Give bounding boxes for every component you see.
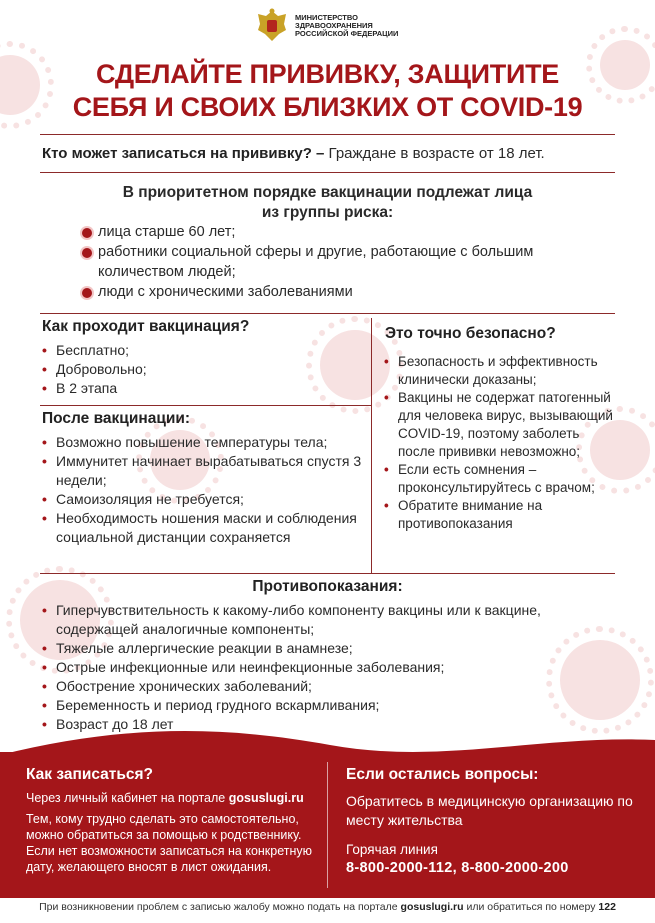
safe-list: [380, 353, 620, 533]
hotline-label: Горячая линия: [346, 842, 438, 857]
portal-line: [26, 790, 321, 806]
bottom-portal-link[interactable]: gosuslugi.ru: [400, 901, 464, 913]
title-line2: СЕБЯ И СВОИХ БЛИЗКИХ ОТ COVID-19: [72, 92, 583, 122]
safe-title: Это точно безопасно?: [385, 325, 556, 342]
divider: [40, 313, 615, 314]
footer-divider: [327, 762, 328, 888]
column-divider: [371, 318, 372, 573]
list-item: • Если есть сомнения – проконсультируйтесь с врачом;: [380, 461, 620, 497]
help-text: Тем, кому трудно сделать это самостоятельно, можно обратиться за помощью к родственнику.: [26, 812, 302, 842]
after-title: После вакцинации:: [42, 410, 191, 427]
list-item: лица старше 60 лет;: [82, 222, 602, 242]
title-line1: СДЕЛАЙТЕ ПРИВИВКУ, ЗАЩИТИТЕ: [95, 59, 559, 89]
how-to-enroll-title: Как записаться?: [26, 766, 154, 783]
after-list: [38, 433, 368, 547]
list-item-continued: количеством людей;: [98, 264, 236, 280]
bottom-note: [0, 901, 655, 913]
list-item: работники социальной сферы и другие, работающие с большим: [82, 242, 602, 262]
waitlist-text: Если нет возможности записаться на конкретную дату, желающего вносят в лист ожидания.: [26, 844, 313, 874]
list-item: • Острые инфекционные или неинфекционные заболевания;: [38, 658, 598, 677]
bottom-number: 122: [598, 901, 616, 913]
list-item: • Гиперчувствительность к какому-либо компоненту вакцины или к вакцине, содержащей аналогичные компоненты;: [38, 601, 598, 639]
who-question: Кто может записаться на прививку? –: [42, 145, 325, 162]
questions-text: Обратитесь в медицинскую организацию по месту жительства: [346, 793, 633, 828]
list-item: • Необходимость ношения маски и соблюдения социальной дистанции сохраняется: [38, 509, 368, 547]
priority-heading-line2: из группы риска:: [261, 204, 394, 221]
list-item: • Обратите внимание на противопоказания: [380, 497, 620, 533]
list-item: • Вакцины не содержат патогенный для человека вирус, вызывающий COVID-19, поэтому заболеть после прививки невозможно;: [380, 389, 620, 461]
list-item: • Тяжелые аллергические реакции в анамнезе;: [38, 639, 598, 658]
how-list: [38, 341, 358, 398]
ministry-logo: [255, 8, 405, 44]
bottom-prefix: При возникновении проблем с записью жалобу можно подать на портале: [39, 901, 398, 913]
who-answer: Граждане в возрасте от 18 лет.: [328, 145, 545, 162]
list-item: люди с хроническими заболеваниями: [82, 282, 602, 302]
list-item: • Обострение хронических заболеваний;: [38, 677, 598, 696]
list-item: • Беременность и период грудного вскармливания;: [38, 696, 598, 715]
questions-title: Если остались вопросы:: [346, 766, 539, 783]
list-item: • В 2 этапа: [38, 379, 358, 398]
contra-title: Противопоказания:: [252, 578, 403, 595]
questions: [346, 766, 636, 876]
priority-list: [82, 222, 602, 302]
list-item: • Возраст до 18 лет: [38, 715, 598, 734]
list-item: • Безопасность и эффективность клинически доказаны;: [380, 353, 620, 389]
coat-of-arms-icon: [255, 8, 289, 44]
bottom-middle: или обратиться по номеру: [466, 901, 596, 913]
hotline-numbers[interactable]: 8-800-2000-112, 8-800-2000-200: [346, 860, 569, 876]
page-title: [0, 58, 655, 124]
list-item: • Бесплатно;: [38, 341, 358, 360]
list-item: • Добровольно;: [38, 360, 358, 379]
who-can-enroll: [42, 145, 545, 162]
how-to-enroll: [26, 766, 321, 875]
how-title: Как проходит вакцинация?: [42, 318, 250, 335]
list-item: • Самоизоляция не требуется;: [38, 490, 368, 509]
priority-heading: [40, 183, 615, 223]
divider: [40, 573, 615, 574]
list-item: • Иммунитет начинает вырабатываться спустя 3 недели;: [38, 452, 368, 490]
ministry-line1: МИНИСТЕРСТВО: [295, 13, 358, 22]
divider: [40, 405, 371, 406]
list-item: • Возможно повышение температуры тела;: [38, 433, 368, 452]
portal-link[interactable]: gosuslugi.ru: [228, 791, 304, 805]
priority-heading-line1: В приоритетном порядке вакцинации подлежат лица: [122, 184, 533, 201]
portal-prefix: Через личный кабинет на портале: [26, 791, 226, 805]
divider: [40, 172, 615, 173]
ministry-line2: ЗДРАВООХРАНЕНИЯ: [295, 21, 373, 30]
ministry-line3: РОССИЙСКОЙ ФЕДЕРАЦИИ: [295, 29, 399, 38]
divider: [40, 134, 615, 135]
